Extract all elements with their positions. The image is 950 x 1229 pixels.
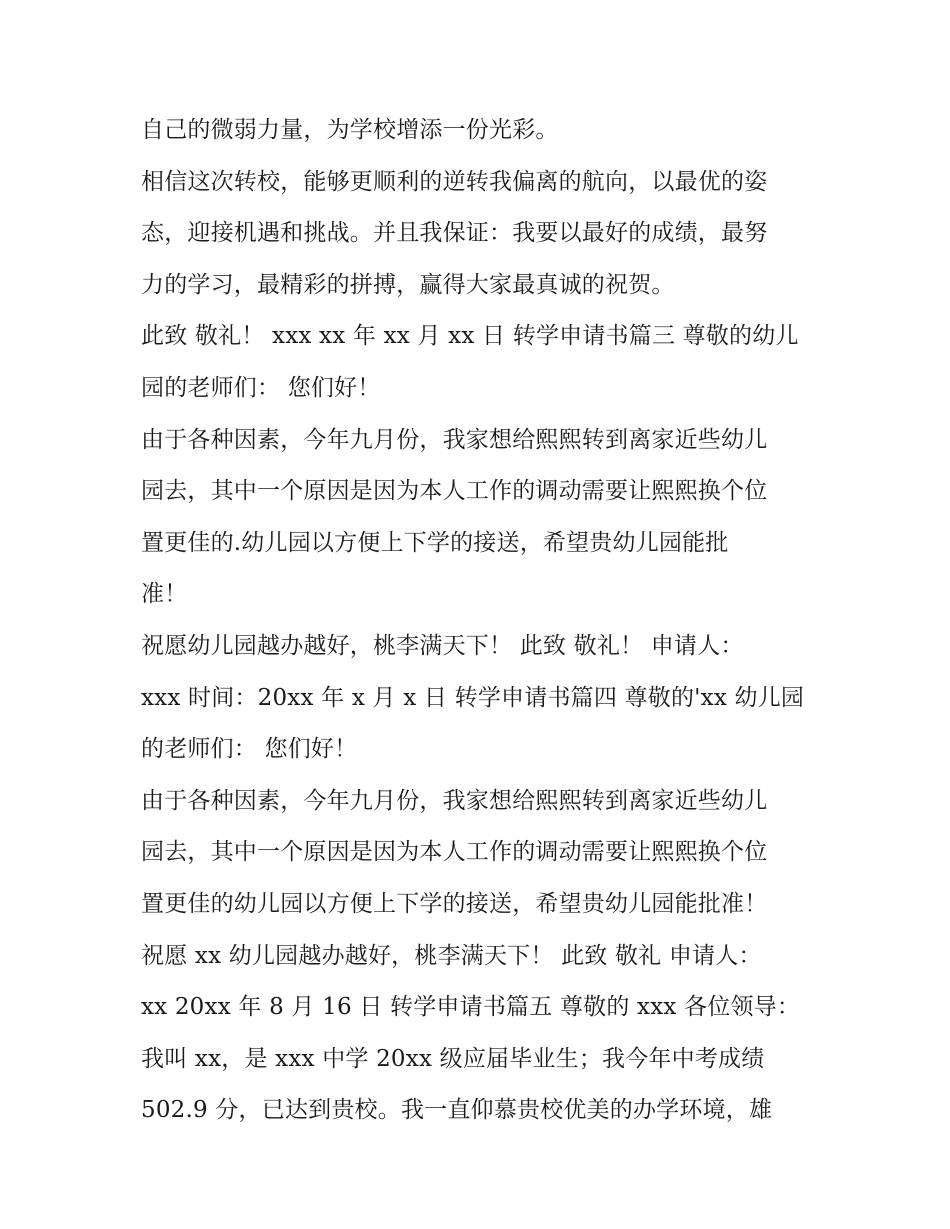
text-line: 准！ <box>141 581 188 608</box>
text-line: 祝愿 xx 幼儿园越办越好，桃李满天下！ 此致 敬礼 申请人： <box>141 942 762 969</box>
text-line: 由于各种因素，今年九月份，我家想给熙熙转到离家近些幼儿 <box>141 787 768 814</box>
text-line: 力的学习，最精彩的拼搏，赢得大家最真诚的祝贺。 <box>141 271 675 298</box>
text-line: 园的老师们： 您们好！ <box>141 374 381 401</box>
text-line: 园去，其中一个原因是因为本人工作的调动需要让熙熙换个位 <box>141 839 768 866</box>
text-line: 置更佳的.幼儿园以方便上下学的接送，希望贵幼儿园能批 <box>141 529 729 556</box>
text-line: 此致 敬礼！ xxx xx 年 xx 月 xx 日 转学申请书篇三 尊敬的幼儿 <box>141 323 799 350</box>
text-line: 祝愿幼儿园越办越好，桃李满天下！ 此致 敬礼！ 申请人： <box>141 632 744 659</box>
text-line: 502.9 分，已达到贵校。我一直仰慕贵校优美的办学环境，雄 <box>141 1097 773 1124</box>
text-line: xx 20xx 年 8 月 16 日 转学申请书篇五 尊敬的 xxx 各位领导： <box>141 994 801 1021</box>
text-line: 我叫 xx，是 xxx 中学 20xx 级应届毕业生；我今年中考成绩 <box>141 1045 765 1072</box>
text-line: 的老师们： 您们好！ <box>141 736 358 763</box>
text-line: 态，迎接机遇和挑战。并且我保证：我要以最好的成绩，最努 <box>141 220 768 247</box>
text-line: 园去，其中一个原因是因为本人工作的调动需要让熙熙换个位 <box>141 478 768 505</box>
text-line: 由于各种因素，今年九月份，我家想给熙熙转到离家近些幼儿 <box>141 426 768 453</box>
text-line: xxx 时间：20xx 年 x 月 x 日 转学申请书篇四 尊敬的'xx 幼儿园 <box>141 684 805 711</box>
text-line: 自己的微弱力量，为学校增添一份光彩。 <box>141 117 559 143</box>
text-line: 相信这次转校，能够更顺利的逆转我偏离的航向，以最优的姿 <box>141 168 768 195</box>
body-text <box>141 108 821 1140</box>
text-line: 置更佳的幼儿园以方便上下学的接送，希望贵幼儿园能批准！ <box>141 890 768 917</box>
